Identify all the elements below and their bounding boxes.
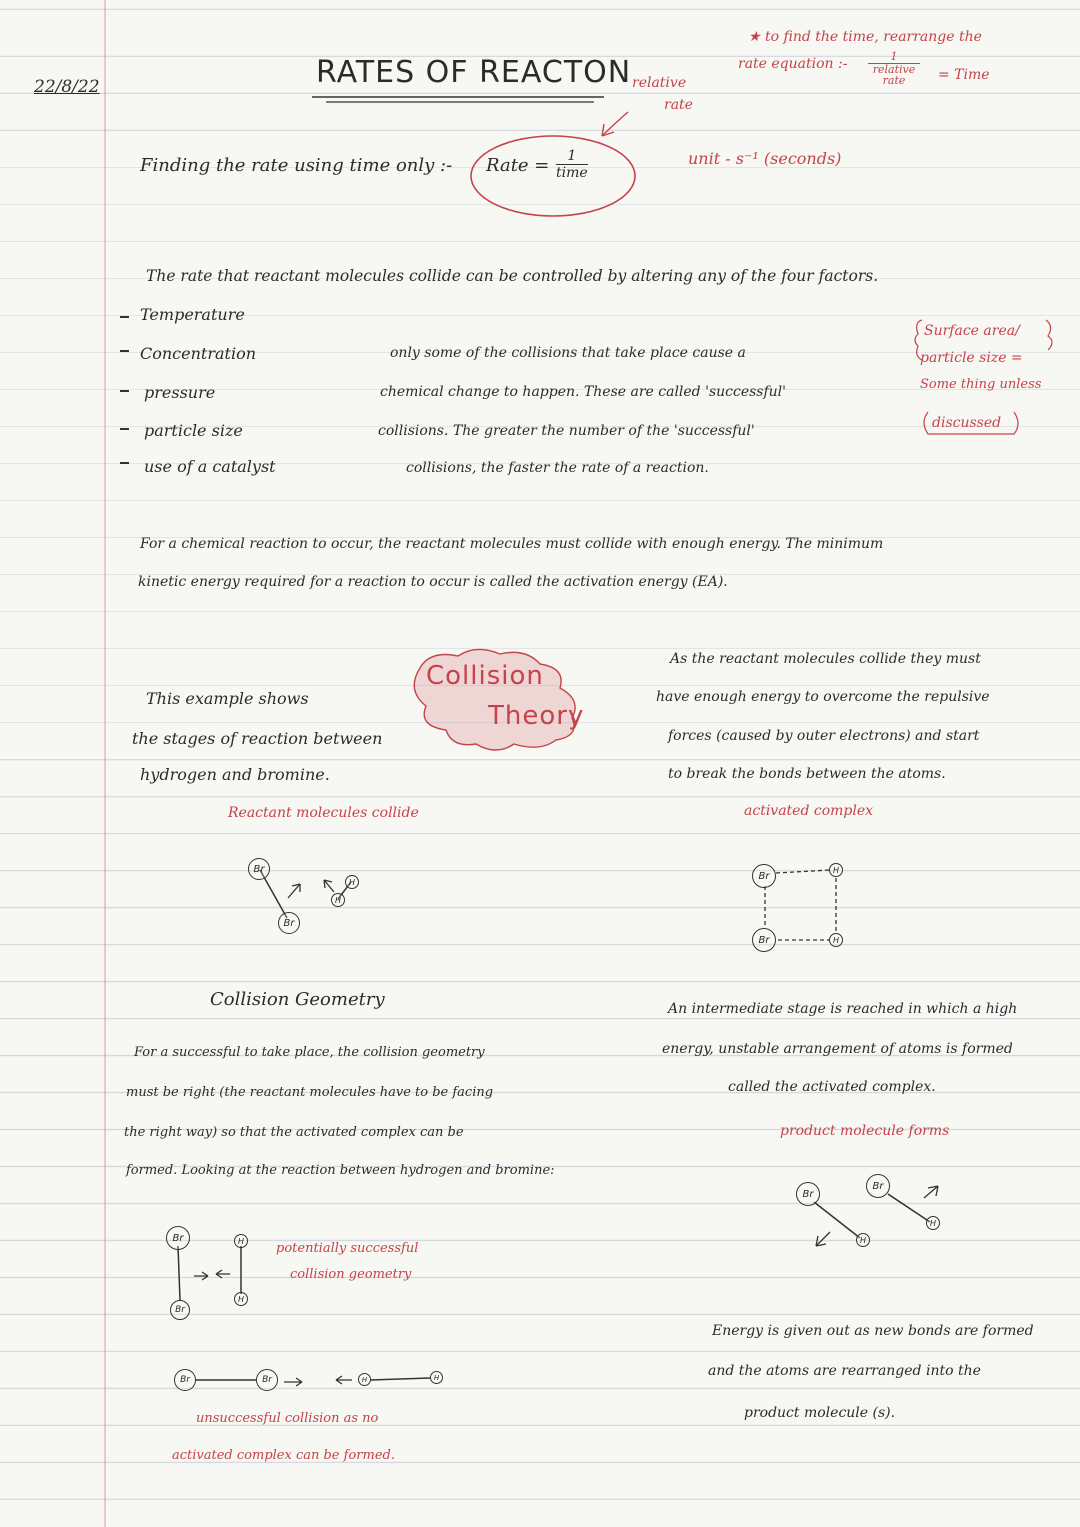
- example-text-line: the stages of reaction between: [132, 729, 383, 748]
- hydrogen-atom: H: [926, 1216, 940, 1230]
- factor-item: Concentration: [140, 344, 257, 363]
- collision-theory-line2: Theory: [488, 701, 585, 731]
- successful-text-line: only some of the collisions that take place cause a: [390, 345, 746, 361]
- product-label: product molecule forms: [780, 1123, 950, 1139]
- side-note-line: Surface area/: [924, 323, 1020, 339]
- successful-text-line: collisions. The greater the number of the 'successful': [378, 423, 755, 439]
- bromine-atom: Br: [166, 1226, 190, 1250]
- top-note-equals: = Time: [938, 67, 990, 83]
- hydrogen-atom: H: [234, 1234, 248, 1248]
- collision-theory-line1: Collision: [426, 661, 544, 691]
- bromine-atom: Br: [248, 858, 270, 880]
- potential-label-line1: potentially successful: [276, 1241, 419, 1256]
- intermediate-text-line: An intermediate stage is reached in which a high: [668, 1001, 1018, 1017]
- successful-text-line: chemical change to happen. These are called 'successful': [380, 384, 787, 400]
- bromine-atom: Br: [752, 928, 776, 952]
- bromine-atom: Br: [174, 1369, 196, 1391]
- date: 22/8/22: [34, 77, 100, 97]
- factor-item: particle size: [144, 421, 243, 440]
- side-note-line: Some thing unless: [920, 377, 1042, 392]
- unsuccessful-label-line2: activated complex can be formed.: [172, 1448, 395, 1463]
- energy-text-line: and the atoms are rearranged into the: [708, 1363, 981, 1379]
- reactant-label: Reactant molecules collide: [228, 805, 419, 821]
- activation-text-line: kinetic energy required for a reaction to occur is called the activation energy (EA).: [138, 574, 728, 590]
- hydrogen-atom: H: [345, 875, 359, 889]
- repulsive-text-line: As the reactant molecules collide they must: [670, 651, 981, 667]
- rate-line-lead: Finding the rate using time only :-: [140, 155, 453, 176]
- side-note-line: particle size =: [920, 350, 1023, 366]
- successful-text-line: collisions, the faster the rate of a reaction.: [406, 460, 709, 476]
- intermediate-text-line: called the activated complex.: [728, 1079, 936, 1095]
- rate-frac-num: 1: [556, 148, 588, 165]
- hydrogen-atom: H: [829, 933, 843, 947]
- top-note-frac-den: relative rate: [872, 63, 916, 87]
- hydrogen-atom: H: [430, 1371, 443, 1384]
- energy-text-line: product molecule (s).: [744, 1405, 896, 1421]
- energy-text-line: Energy is given out as new bonds are formed: [712, 1323, 1034, 1339]
- hydrogen-atom: H: [358, 1373, 371, 1386]
- bromine-atom: Br: [170, 1300, 190, 1320]
- rate-word: Rate =: [486, 155, 550, 176]
- rate-frac-den: time: [556, 165, 588, 181]
- factor-item: use of a catalyst: [144, 457, 276, 476]
- bromine-atom: Br: [256, 1369, 278, 1391]
- unit-text: unit - s⁻¹ (seconds): [688, 149, 842, 168]
- hydrogen-atom: H: [856, 1233, 870, 1247]
- example-text-line: hydrogen and bromine.: [140, 765, 330, 784]
- potential-label-line2: collision geometry: [290, 1267, 412, 1282]
- hydrogen-atom: H: [829, 863, 843, 877]
- bromine-atom: Br: [278, 912, 300, 934]
- relative-rate-line2: rate: [664, 97, 693, 113]
- factor-item: pressure: [144, 383, 216, 402]
- top-note-frac-num: 1: [868, 50, 920, 64]
- top-note-line2: rate equation :-: [738, 56, 848, 72]
- bromine-atom: Br: [752, 864, 776, 888]
- relative-rate-line1: relative: [632, 75, 687, 91]
- geometry-text-line: For a successful to take place, the collision geometry: [134, 1045, 485, 1060]
- activation-text-line: For a chemical reaction to occur, the reactant molecules must collide with enough energy. The minimum: [140, 536, 884, 552]
- factor-item: Temperature: [140, 305, 245, 324]
- geometry-text-line: must be right (the reactant molecules have to be facing: [126, 1085, 494, 1100]
- repulsive-text-line: to break the bonds between the atoms.: [668, 766, 946, 782]
- side-note-line: discussed: [932, 415, 1002, 431]
- factors-intro: The rate that reactant molecules collide can be controlled by altering any of the four factors.: [146, 267, 879, 285]
- activated-label: activated complex: [744, 803, 874, 819]
- geometry-heading: Collision Geometry: [210, 989, 385, 1010]
- top-note-line1: ★ to find the time, rearrange the: [748, 29, 982, 45]
- unsuccessful-label-line1: unsuccessful collision as no: [196, 1411, 379, 1426]
- repulsive-text-line: forces (caused by outer electrons) and start: [668, 728, 980, 744]
- hydrogen-atom: H: [331, 893, 345, 907]
- bromine-atom: Br: [866, 1174, 890, 1198]
- geometry-text-line: the right way) so that the activated complex can be: [124, 1125, 464, 1140]
- example-text-line: This example shows: [146, 689, 309, 708]
- intermediate-text-line: energy, unstable arrangement of atoms is formed: [662, 1041, 1013, 1057]
- bromine-atom: Br: [796, 1182, 820, 1206]
- hydrogen-atom: H: [234, 1292, 248, 1306]
- page-title: RATES OF REACTON: [316, 55, 632, 90]
- repulsive-text-line: have enough energy to overcome the repulsive: [656, 689, 990, 705]
- geometry-text-line: formed. Looking at the reaction between hydrogen and bromine:: [126, 1163, 555, 1178]
